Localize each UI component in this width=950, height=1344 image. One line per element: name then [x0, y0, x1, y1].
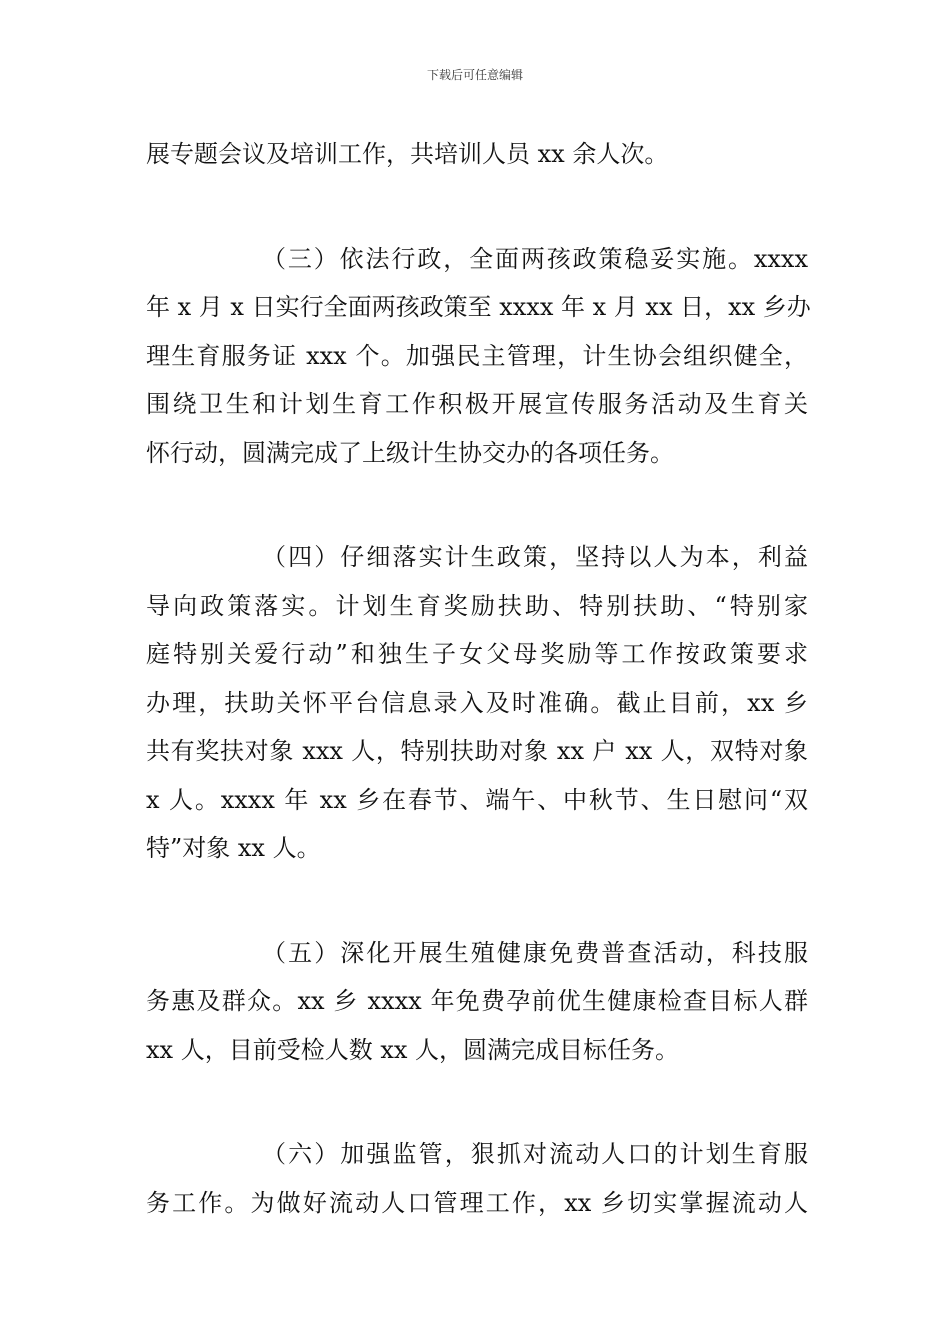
- text-line: 围绕卫生和计划生育工作积极开展宣传服务活动及生育关: [146, 390, 808, 418]
- text-line: 导向政策落实。计划生育奖励扶助、特别扶助、“特别家: [146, 591, 808, 620]
- text-line: （六）加强监管，狠抓对流动人口的计划生育服: [262, 1140, 808, 1168]
- text-line: 年 x 月 x 日实行全面两孩政策至 xxxx 年 x 月 xx 日，xx 乡办: [146, 293, 811, 321]
- document-body: [146, 130, 811, 1227]
- text-line: 展专题会议及培训工作，共培训人员 xx 余人次。: [146, 140, 669, 168]
- text-line: 庭特别关爱行动”和独生子女父母奖励等工作按政策要求: [146, 640, 808, 668]
- paragraph-gap: [146, 477, 808, 533]
- text-line: （四）仔细落实计生政策，坚持以人为本，利益: [262, 543, 808, 571]
- paragraph-gap: [146, 1074, 808, 1130]
- text-line: 怀行动，圆满完成了上级计生协交办的各项任务。: [146, 438, 674, 467]
- paragraph: [146, 235, 811, 478]
- text-line: 务惠及群众。xx 乡 xxxx 年免费孕前优生健康检查目标人群: [146, 987, 808, 1015]
- text-line: 共有奖扶对象 xxx 人，特别扶助对象 xx 户 xx 人，双特对象: [146, 737, 808, 765]
- text-line: x 人。xxxx 年 xx 乡在春节、端午、中秋节、生日慰问“双: [146, 785, 808, 814]
- paragraph-gap: [146, 873, 808, 929]
- text-line: xx 人，目前受检人数 xx 人，圆满完成目标任务。: [146, 1035, 680, 1064]
- text-line: （三）依法行政，全面两孩政策稳妥实施。xxxx: [262, 244, 808, 273]
- paragraph: [146, 1130, 808, 1227]
- text-line: 务工作。为做好流动人口管理工作，xx 乡切实掌握流动人: [146, 1188, 808, 1217]
- text-line: （五）深化开展生殖健康免费普查活动，科技服: [262, 938, 808, 967]
- paragraph-gap: [146, 179, 808, 235]
- paragraph: [146, 929, 808, 1075]
- text-line: 特”对象 xx 人。: [146, 834, 321, 862]
- paragraph: [146, 130, 808, 179]
- text-line: 理生育服务证 xxx 个。加强民主管理，计生协会组织健全，: [146, 341, 808, 370]
- paragraph: [146, 533, 808, 873]
- text-line: 办理，扶助关怀平台信息录入及时准确。截止目前，xx 乡: [146, 688, 808, 717]
- page-header: 下载后可任意编辑: [426, 68, 523, 82]
